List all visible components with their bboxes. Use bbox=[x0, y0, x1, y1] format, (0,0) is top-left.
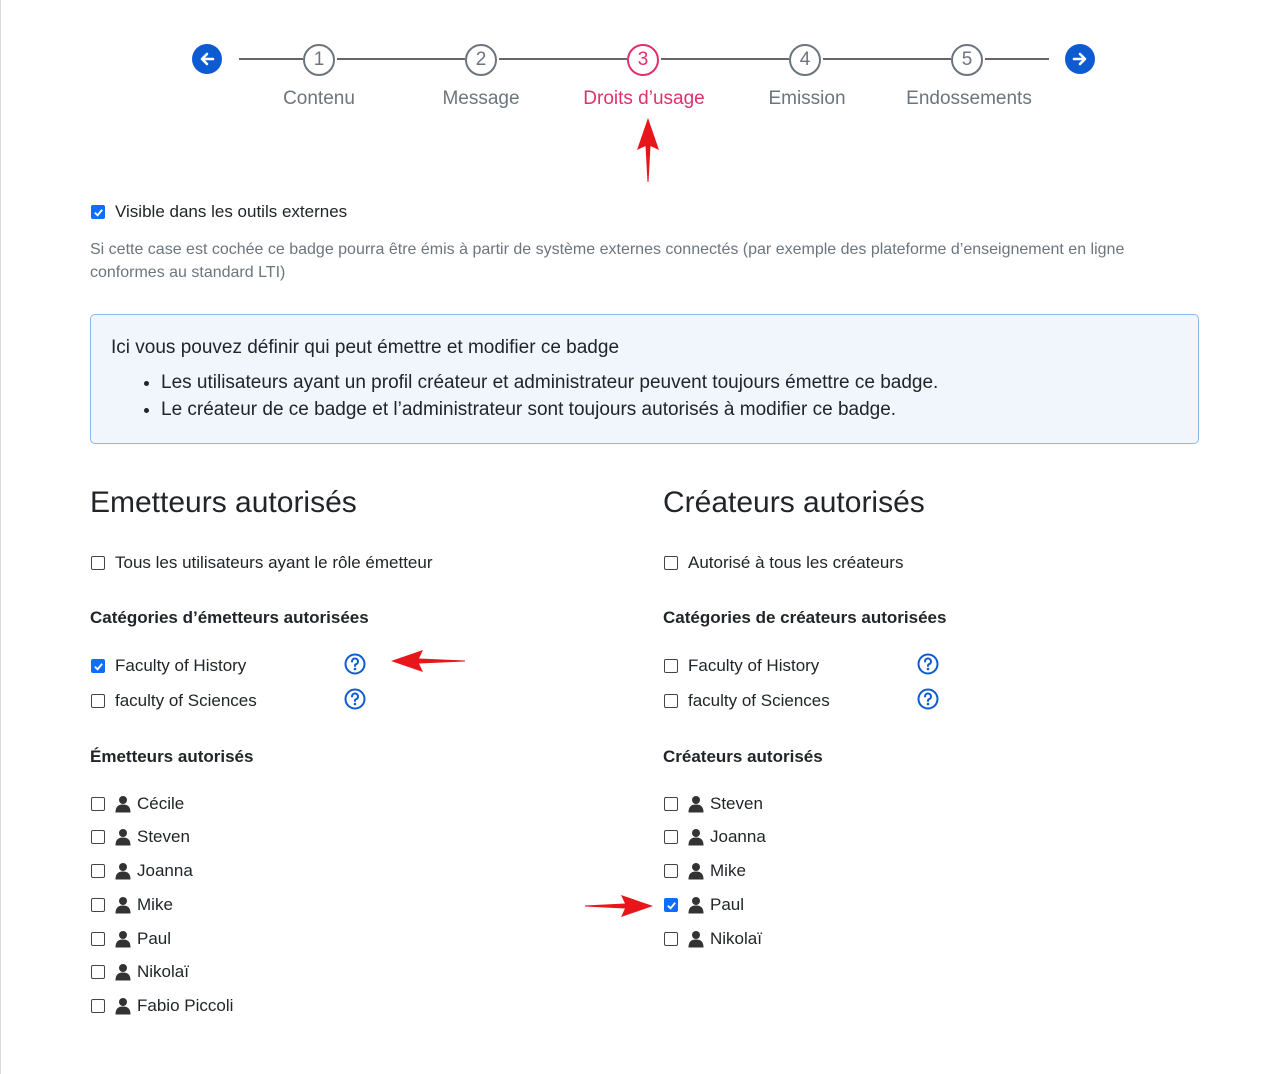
step-1-circle[interactable]: 1 bbox=[303, 44, 335, 76]
creator-user-checkbox[interactable] bbox=[664, 898, 678, 912]
stepper-line bbox=[499, 58, 627, 60]
creator-categories-label: Catégories de créateurs autorisées bbox=[663, 608, 947, 627]
issuer-user-row[interactable] bbox=[91, 861, 193, 881]
help-circle-icon[interactable] bbox=[344, 653, 366, 675]
next-step-button[interactable] bbox=[1065, 44, 1095, 74]
issuer-user-row[interactable] bbox=[91, 962, 189, 982]
info-title: Ici vous pouvez définir qui peut émettre et modifier ce badge bbox=[111, 337, 620, 358]
step-5-circle[interactable]: 5 bbox=[951, 44, 983, 76]
visible-external-checkbox[interactable] bbox=[91, 205, 105, 219]
checkmark-icon bbox=[93, 661, 104, 672]
stepper-line bbox=[823, 58, 951, 60]
user-icon bbox=[115, 828, 131, 846]
step-4-circle[interactable]: 4 bbox=[789, 44, 821, 76]
step-2-circle[interactable]: 2 bbox=[465, 44, 497, 76]
creator-user-checkbox[interactable] bbox=[664, 864, 678, 878]
issuer-category-checkbox[interactable] bbox=[91, 694, 105, 708]
creator-user-row[interactable] bbox=[664, 794, 763, 814]
arrow-right-icon bbox=[1071, 50, 1089, 68]
annotation-arrow-right-icon bbox=[583, 893, 655, 919]
user-icon bbox=[688, 896, 704, 914]
user-icon bbox=[115, 963, 131, 981]
issuer-user-row[interactable] bbox=[91, 895, 173, 915]
issuer-user-name: Fabio Piccoli bbox=[137, 996, 234, 1015]
creator-category-label: Faculty of History bbox=[688, 656, 820, 675]
checkmark-icon bbox=[666, 900, 677, 911]
creators-all-checkbox[interactable] bbox=[664, 556, 678, 570]
user-icon bbox=[115, 930, 131, 948]
issuers-title: Emetteurs autorisés bbox=[90, 486, 357, 519]
annotation-arrow-left-icon bbox=[389, 648, 467, 674]
issuer-user-name: Cécile bbox=[137, 794, 185, 813]
visible-external-help: Si cette case est cochée ce badge pourra être émis à partir de système externes connectés (par exemple des plateforme d’enseignement en ligne conformes au standard LTI) bbox=[90, 241, 1125, 281]
issuer-category-row[interactable] bbox=[91, 691, 257, 711]
creator-category-row[interactable] bbox=[664, 656, 819, 676]
user-icon bbox=[115, 896, 131, 914]
issuer-user-row[interactable] bbox=[91, 827, 190, 847]
visible-external-label: Visible dans les outils externes bbox=[115, 202, 348, 221]
info-item: • Les utilisateurs ayant un profil créateur et administrateur peuvent toujours émettre ce badge. bbox=[161, 369, 1178, 396]
creator-category-checkbox[interactable] bbox=[664, 694, 678, 708]
issuer-category-label: Faculty of History bbox=[115, 656, 247, 675]
issuer-users-label: Émetteurs autorisés bbox=[90, 747, 254, 766]
creator-user-name: Nikolaï bbox=[710, 929, 762, 948]
issuers-all-row[interactable] bbox=[91, 553, 433, 573]
step-4-label[interactable]: Emission bbox=[768, 88, 846, 109]
issuer-user-row[interactable] bbox=[91, 794, 184, 814]
issuer-user-checkbox[interactable] bbox=[91, 797, 105, 811]
annotation-arrow-up-icon bbox=[635, 116, 661, 184]
creator-user-checkbox[interactable] bbox=[664, 830, 678, 844]
issuer-user-checkbox[interactable] bbox=[91, 898, 105, 912]
issuer-user-checkbox[interactable] bbox=[91, 965, 105, 979]
info-alert bbox=[90, 314, 1199, 444]
stepper bbox=[1, 0, 1276, 130]
step-5-label[interactable]: Endossements bbox=[906, 88, 1032, 109]
issuer-category-label: faculty of Sciences bbox=[115, 691, 257, 710]
stepper-line bbox=[661, 58, 789, 60]
issuer-user-name: Steven bbox=[137, 827, 190, 846]
user-icon bbox=[688, 930, 704, 948]
stepper-line bbox=[985, 58, 1049, 60]
creators-title: Créateurs autorisés bbox=[663, 486, 925, 519]
issuer-user-checkbox[interactable] bbox=[91, 932, 105, 946]
user-icon bbox=[115, 795, 131, 813]
visible-external-row[interactable] bbox=[91, 202, 347, 222]
issuer-user-checkbox[interactable] bbox=[91, 999, 105, 1013]
user-icon bbox=[688, 862, 704, 880]
issuer-user-checkbox[interactable] bbox=[91, 864, 105, 878]
user-icon bbox=[115, 862, 131, 880]
creator-user-name: Mike bbox=[710, 861, 746, 880]
creator-user-name: Paul bbox=[710, 895, 745, 914]
issuer-user-name: Joanna bbox=[137, 861, 193, 880]
creator-user-row[interactable] bbox=[664, 929, 762, 949]
creator-category-label: faculty of Sciences bbox=[688, 691, 830, 710]
creator-user-name: Joanna bbox=[710, 827, 766, 846]
creator-user-checkbox[interactable] bbox=[664, 932, 678, 946]
stepper-line bbox=[239, 58, 303, 60]
user-icon bbox=[688, 795, 704, 813]
issuer-user-row[interactable] bbox=[91, 996, 233, 1016]
issuer-user-name: Mike bbox=[137, 895, 173, 914]
issuer-category-row[interactable] bbox=[91, 656, 246, 676]
issuer-user-checkbox[interactable] bbox=[91, 830, 105, 844]
help-circle-icon[interactable] bbox=[917, 653, 939, 675]
checkmark-icon bbox=[93, 207, 104, 218]
user-icon bbox=[115, 997, 131, 1015]
creators-all-label: Autorisé à tous les créateurs bbox=[688, 553, 904, 572]
info-item: • Le créateur de ce badge et l’administrateur sont toujours autorisés à modifier ce badge. bbox=[161, 396, 1178, 423]
creator-category-row[interactable] bbox=[664, 691, 830, 711]
step-1-label[interactable]: Contenu bbox=[283, 88, 355, 109]
step-3-circle[interactable]: 3 bbox=[627, 44, 659, 76]
help-circle-icon[interactable] bbox=[344, 688, 366, 710]
issuer-user-name: Paul bbox=[137, 929, 172, 948]
issuer-user-row[interactable] bbox=[91, 929, 171, 949]
help-circle-icon[interactable] bbox=[917, 688, 939, 710]
step-2-label[interactable]: Message bbox=[442, 88, 520, 109]
creator-users-label: Créateurs autorisés bbox=[663, 747, 823, 766]
stepper-line bbox=[337, 58, 465, 60]
creator-category-checkbox[interactable] bbox=[664, 659, 678, 673]
creator-user-row[interactable] bbox=[664, 861, 746, 881]
info-list bbox=[111, 369, 1178, 423]
issuers-all-checkbox[interactable] bbox=[91, 556, 105, 570]
issuer-category-checkbox[interactable] bbox=[91, 659, 105, 673]
arrow-left-icon bbox=[198, 50, 216, 68]
issuers-all-label: Tous les utilisateurs ayant le rôle émetteur bbox=[115, 553, 433, 572]
step-3-label[interactable]: Droits d’usage bbox=[583, 88, 705, 109]
previous-step-button[interactable] bbox=[192, 44, 222, 74]
creator-user-name: Steven bbox=[710, 794, 763, 813]
issuer-user-name: Nikolaï bbox=[137, 962, 189, 981]
creator-user-checkbox[interactable] bbox=[664, 797, 678, 811]
user-icon bbox=[688, 828, 704, 846]
creator-user-row[interactable] bbox=[664, 827, 766, 847]
issuer-categories-label: Catégories d’émetteurs autorisées bbox=[90, 608, 369, 627]
creator-user-row[interactable] bbox=[664, 895, 744, 915]
creators-all-row[interactable] bbox=[664, 553, 903, 573]
